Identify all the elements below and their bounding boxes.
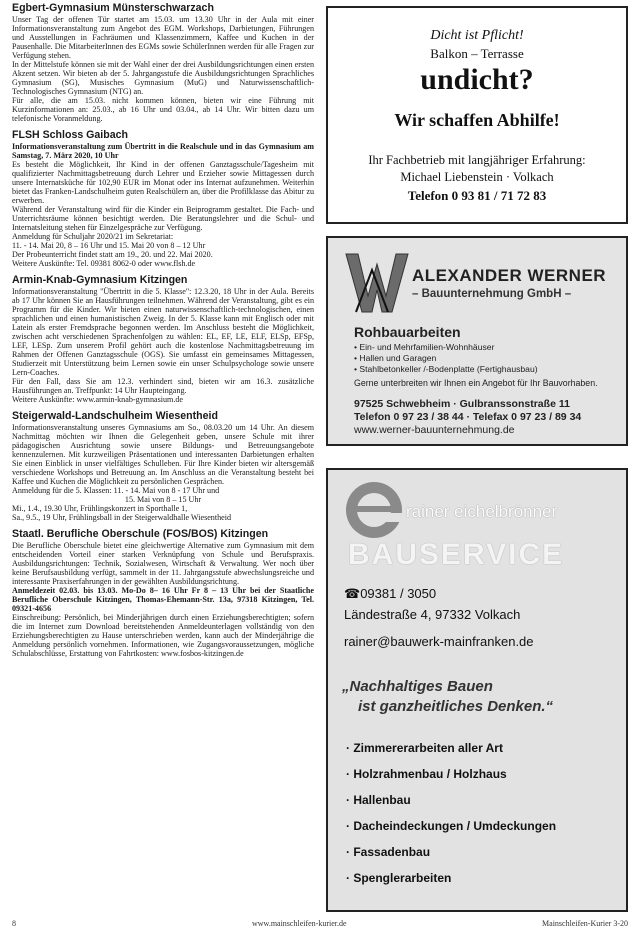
paragraph: Mi., 1.4., 19.30 Uhr, Frühlingskonzert in Sporthalle 1,	[12, 504, 188, 513]
ad-tagline: Dicht ist Pflicht!	[430, 28, 524, 43]
ad-phone: Telefon 0 93 81 / 71 72 83	[407, 188, 547, 203]
werner-phones: Telefon 0 97 23 / 38 44 · Telefax 0 97 23 / 89 34	[354, 411, 582, 423]
werner-subtitle: – Bauunternehmung GmbH –	[412, 288, 572, 300]
ad-werner	[326, 236, 628, 446]
bauservice-service-list	[346, 735, 556, 891]
paragraph: Einschreibung: Persönlich, bei Minderjährigen durch einen Erziehungsberechtigten; sofern die im Internet zum Download bereitstehenden Anmeldeunterlagen vollständig von den Erziehungsberechtigten zu Hause unterschrieben werden, kann auch der Minderjährige die Anmeldung persönlich vornehmen. Informationen, wie Zugangsvoraussetzungen, mögliche Schulabschlüsse, Erstattung von Fahrtkosten: www.fosbos-kitzingen.de	[12, 613, 314, 658]
paragraph: Weitere Auskünfte: www.armin-knab-gymnasium.de	[12, 395, 183, 404]
list-item: • Ein- und Mehrfamilien-Wohnhäuser	[354, 342, 495, 352]
werner-note: Gerne unterbreiten wir Ihnen ein Angebot für Ihr Bauvorhaben.	[354, 378, 598, 388]
ad-company-name: Michael Liebenstein · Volkach	[400, 170, 554, 184]
bauservice-phone: 09381 / 3050	[360, 586, 437, 601]
article-flsh	[12, 129, 314, 268]
paragraph: Der Probeunterricht findet statt am 19., 20. und 22. Mai 2020.	[12, 250, 213, 259]
paragraph: Für den Fall, dass Sie am 12.3. verhindert sind, bieten wir am 16.3. zusätzliche Hausführungen an. Treffpunkt: 14 Uhr Haupteingang.	[12, 377, 314, 395]
bauservice-slogan-line2: ist ganzheitliches Denken.“	[358, 698, 554, 715]
ad-liebenstein	[326, 6, 628, 224]
footer-issue: Mainschleifen-Kurier 3-20	[542, 919, 628, 928]
left-column	[12, 2, 314, 664]
list-item: · Fassadenbau	[346, 845, 431, 859]
bauservice-logo	[344, 480, 404, 540]
ad-description: Ihr Fachbetrieb mit langjähriger Erfahrung:	[368, 153, 586, 167]
paragraph: Weitere Auskünfte: Tel. 09381 8062-0 oder www.flsh.de	[12, 259, 196, 268]
werner-title: Rohbauarbeiten	[354, 324, 461, 340]
werner-company: ALEXANDER WERNER	[412, 266, 607, 285]
article-headline: FLSH Schloss Gaibach	[12, 129, 128, 141]
article-steigerwald	[12, 410, 314, 522]
article-headline: Steigerwald-Landschulheim Wiesentheid	[12, 410, 218, 422]
article-lead: Informationsveranstaltung zum Übertritt in die Realschule und in das Gymnasium am Samstag, 7. März 2020, 10 Uhr	[12, 142, 314, 160]
article-body	[12, 142, 314, 268]
paragraph: Während der Veranstaltung wird für die Kinder ein Beiprogramm gestaltet. Die Fach- und Unterrichtsräume können besichtigt werden. Die Beratungslehrer und die Schul- und Internatsleitung stehen für Einzelgespräche zur Verfügung.	[12, 205, 314, 232]
article-armin-knab	[12, 274, 314, 404]
werner-logo	[342, 250, 412, 316]
article-fosbos	[12, 528, 314, 658]
bauservice-owner: rainer eichelbrönner	[406, 502, 558, 521]
paragraph: Anmeldezeit 02.03. bis 13.03. Mo-Do 8– 16 Uhr Fr 8 – 13 Uhr bei der Staatliche Berufliche Oberschule Kitzingen, Thomas-Ehemann-Str. 13a, 97318 Kitzingen, Tel. 09321-4656	[12, 586, 314, 613]
article-body	[12, 423, 314, 522]
paragraph: Unser Tag der offenen Tür startet am 15.03. um 13.30 Uhr in der Aula mit einer Informationsveranstaltung zum Angebot des EGM. Workshops, Darbietungen, Führungen und Ausstellungen in Fachräumen und Klassenzimmern, Kaffee und Kuchen in der Pausenhalle. Die MitarbeiterInnen des EGMs sowie SchülerInnen werden für alle Fragen zur Verfügung stehen.	[12, 15, 314, 60]
list-item: · Dacheindeckungen / Umdeckungen	[346, 819, 557, 833]
article-body	[12, 541, 314, 658]
paragraph: Sa., 9.5., 19 Uhr, Frühlingsball in der Steigerwaldhalle Wiesentheid	[12, 513, 232, 522]
list-item: · Hallenbau	[346, 793, 411, 807]
phone-icon: ☎	[344, 586, 361, 601]
werner-address: 97525 Schwebheim · Gulbranssonstraße 11	[354, 398, 570, 410]
bauservice-brand: BAUSERVICE	[348, 538, 565, 571]
list-item: • Stahlbetonkeller /-Bodenplatte (Fertighausbau)	[354, 364, 538, 374]
list-item: · Zimmererarbeiten aller Art	[346, 741, 503, 755]
paragraph: In der Mittelstufe können sie mit der Wahl einer der drei Ausbildungsrichtungen einen ersten Akzent setzen. Wir bieten ab der 5. Jahrgangsstufe die Ausbildungsrichtungen Sprachliches Gymnasium (SG), Musisches Gymnasium (MuG) und Naturwissenschaftlich-Technologisches Gymnasium (NTG) an.	[12, 60, 314, 96]
footer-url[interactable]: www.mainschleifen-kurier.de	[252, 919, 347, 928]
list-item: · Spenglerarbeiten	[346, 871, 452, 885]
bauservice-street: Ländestraße 4, 97332 Volkach	[344, 607, 521, 622]
ad-bauservice	[326, 468, 628, 912]
list-item: • Hallen und Garagen	[354, 353, 437, 363]
paragraph: 11. - 14. Mai 20, 8 – 16 Uhr und 15. Mai 20 von 8 – 12 Uhr	[12, 241, 206, 250]
list-item: · Holzrahmenbau / Holzhaus	[346, 767, 507, 781]
page-number: 8	[12, 919, 16, 928]
paragraph: Die Berufliche Oberschule bietet eine gleichwertige Alternative zum Gymnasium mit dem entscheidenden Vorteil einer starken Verknüpfung von Schule und Berufspraxis. Ausbildungsrichtungen: Technik, Sozialwesen, Wirtschaft & Verwaltung. Wer noch über keine Berufsausbildung verfügt, sammelt in der 11. Jahrgangsstufe abwechslungsreiche und interessante Praxiserfahrungen in der gewählten Ausbildungsrichtung.	[12, 541, 314, 586]
paragraph: Anmeldung für die 5. Klassen: 11. - 14. Mai von 8 - 17 Uhr und	[12, 486, 220, 495]
bauservice-logo-icon	[344, 480, 404, 540]
ad-headline: undicht?	[420, 63, 534, 96]
article-body	[12, 15, 314, 123]
paragraph: Für alle, die am 15.03. nicht kommen können, bieten wir eine Führung mit Kurzinformationen an: 25.03., ab 16 Uhr und 03.04., ab 14 Uhr. Wir bitten dazu um telefonische Voranmeldung.	[12, 96, 314, 123]
paragraph: Informationsveranstaltung unseres Gymnasiums am So., 08.03.20 um 14 Uhr. An diesem Nachmittag möchten wir Ihnen die Gelegenheit geben, unsere Schule mit ihrer pädagogischen Ausrichtung sowie unsere Bildungs- und Betreuungsangebote kennenzulernen. Mit kurzweiligen Präsentationen und interessanten Darbietungen erhalten Sie einen Einblick in unser vielfältiges Schulleben. Für Ihre Kinder bieten wir altersgemäß verschiedene Workshops und Betreuung an. Im Anschluss an die Veranstaltung besteht bei Kaffee und Kuchen die Möglichkeit zu persönlichen Gesprächen.	[12, 423, 314, 486]
paragraph: Informationsveranstaltung "Übertritt in die 5. Klasse": 12.3.20, 18 Uhr in der Aula. Bereits ab 17 Uhr können Sie an Hausführungen teilnehmen. Während der Veranstaltung, gibt es ein Programm für die Kinder. Wir bieten einen naturwissenschaftlich-technologischen, einen sprachlichen und einen humanistischen Zweig. In der 5. Klasse kann mit Englisch oder mit Latein als erster Fremdsprache begonnen werden. Im Anschluss besteht die Möglichkeit, zwischen acht verschiedenen Sprachenfolgen zu wählen: EL, EF, LE, ELF, ELSp, EFSp, LEF, LESp. Zum unserem Profil gehört auch die kostenlose Nachmittagsbetreuung im Rahmen der Offenen Ganztagsschule (OGS). Sie umfasst ein gemeinsames Mittagessen, Studierzeit mit Unterstützung beim Lernen sowie ein unser Schulpsychologe sowie unsere Lern-Coaches.	[12, 287, 314, 377]
ad-subline: Balkon – Terrasse	[430, 46, 524, 61]
bauservice-slogan-line1: „Nachhaltiges Bauen	[342, 678, 493, 695]
bauservice-phone-row	[344, 586, 436, 602]
paragraph: Es besteht die Möglichkeit, Ihr Kind in der offenen Ganztagsschule/Tagesheim mit qualifizierter Nachmittagsbetreuung durch Lehrer und Erzieher sowie Mittagessen durch unsere Internatsküche für 102,90 EUR im Monat oder ins Internat aufzunehmen. Weiterhin bietet das Franken-Landschulheim guten Realschülern an, über die Profilklasse das Abitur zu erwerben.	[12, 160, 314, 205]
werner-logo-icon	[342, 250, 412, 316]
paragraph: Anmeldung für Schuljahr 2020/21 im Sekretariat:	[12, 232, 174, 241]
article-headline: Egbert-Gymnasium Münsterschwarzach	[12, 2, 214, 14]
werner-service-list	[354, 342, 538, 375]
ad-claim: Wir schaffen Abhilfe!	[394, 110, 560, 130]
paragraph: 15. Mai von 8 – 15 Uhr	[124, 495, 202, 504]
bauservice-email: rainer@bauwerk-mainfranken.de	[344, 634, 534, 649]
article-egbert	[12, 2, 314, 123]
article-headline: Staatl. Berufliche Oberschule (FOS/BOS) Kitzingen	[12, 528, 269, 540]
article-headline: Armin-Knab-Gymnasium Kitzingen	[12, 274, 188, 286]
article-body	[12, 287, 314, 404]
werner-website: www.werner-bauunternehmung.de	[354, 424, 515, 436]
